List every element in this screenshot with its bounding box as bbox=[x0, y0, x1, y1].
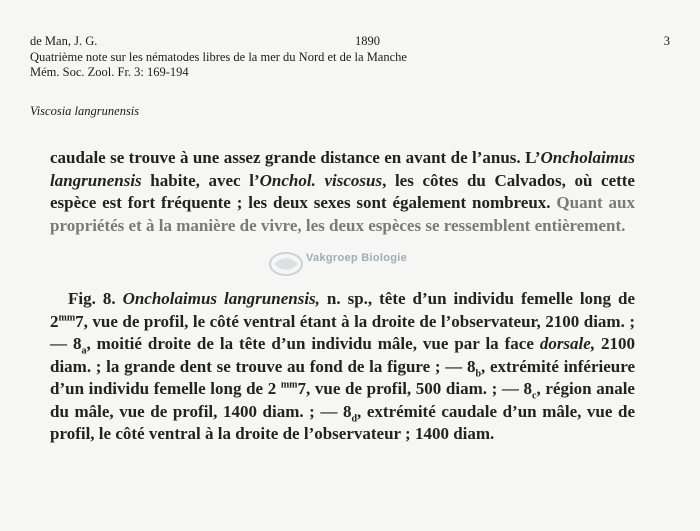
faded-text: Quant aux propriétés et à la manière de vivre, les deux espèces se ressemblent entièrement. bbox=[50, 193, 636, 235]
paragraph-description bbox=[50, 147, 635, 237]
emphasis: dorsale, bbox=[539, 334, 596, 353]
text: , extrémité caudale d’un mâle, vue de profil, le côté ventral à la droite de l’observateur ; 1400 diam. bbox=[50, 401, 636, 443]
text: habite, avec l’ bbox=[141, 170, 260, 190]
paragraph-figure-caption bbox=[50, 288, 635, 446]
text: 7, vue de profil, le côté ventral étant à la droite de l’observateur, 2100 diam. ; — 8 bbox=[50, 311, 635, 353]
author: de Man, J. G. bbox=[30, 34, 98, 48]
figure-subscript: c bbox=[532, 390, 537, 402]
figure-subscript: d bbox=[351, 412, 358, 424]
taxon: Oncholaimus langrunensis, bbox=[122, 289, 320, 308]
article-title: Quatrième note sur les nématodes libres de la mer du Nord et de la Manche bbox=[30, 49, 407, 64]
text: , extrémité inférieure d’un individu femelle long de 2 bbox=[50, 356, 636, 398]
page-number: 3 bbox=[663, 34, 670, 48]
watermark-text: Vakgroep Biologie bbox=[306, 252, 408, 264]
text: 2100 diam. ; la grande dent se trouve au fond de la figure ; — 8 bbox=[50, 334, 635, 376]
text: 7, vue de profil, 500 diam. ; — 8 bbox=[297, 379, 533, 398]
header-first-line bbox=[30, 34, 670, 50]
figure-subscript: a bbox=[81, 345, 87, 357]
text: , moitié droite de la tête d’un individu mâle, vue par la face bbox=[86, 334, 540, 353]
unit-superscript: mm bbox=[58, 311, 76, 323]
citation-header bbox=[30, 34, 670, 81]
text: , région anale du mâle, vue de profil, 1400 diam. ; — 8 bbox=[50, 379, 635, 421]
watermark-logo-icon bbox=[268, 250, 304, 278]
text: , les côtes du Calvados, où cette espèce est fort fréquente ; les deux sexes sont également nombreux. bbox=[50, 170, 635, 212]
taxon: Oncholaimus langrunensis bbox=[50, 148, 636, 190]
text: n. sp., tête d’un individu femelle long de 2 bbox=[50, 289, 635, 331]
text: Fig. 8. bbox=[68, 289, 123, 308]
figure-subscript: b bbox=[475, 367, 482, 379]
year: 1890 bbox=[355, 34, 380, 48]
journal-reference: Mém. Soc. Zool. Fr. 3: 169-194 bbox=[30, 65, 189, 79]
species-name: Viscosia langrunensis bbox=[30, 104, 140, 118]
taxon: Onchol. viscosus bbox=[259, 170, 383, 190]
unit-superscript: mm bbox=[280, 379, 298, 391]
text: caudale se trouve à une assez grande distance en avant de l’anus. bbox=[50, 148, 521, 167]
text: L’ bbox=[525, 148, 541, 167]
